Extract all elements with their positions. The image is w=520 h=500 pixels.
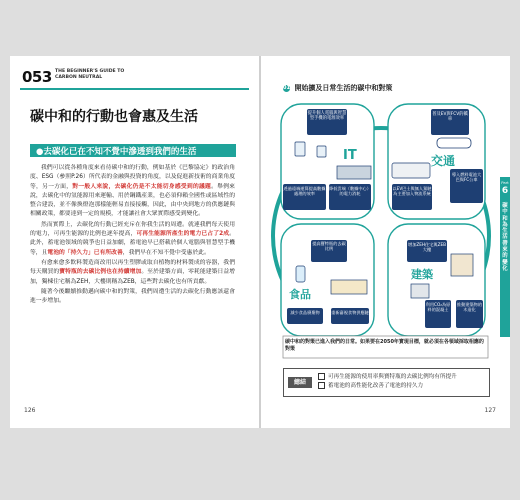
section-heading-bar: [30, 144, 236, 157]
store-icon: [331, 280, 367, 294]
body-run: 然而實際上，去碳化的行動已經充斥在你我生活的周遭。就連我們每天使用的電力，可再生能源的比例也逐年提高，: [30, 221, 235, 238]
body-run: ，我們早在不知不覺中受惠於此。: [122, 249, 210, 256]
right-page: [261, 56, 510, 428]
body-run: 有愈來愈多飲料製造商改用以再生塑膠或取自植物的材料製成的容器，我們每天購買的: [30, 259, 235, 276]
highlight-text: 對一般人來說，去碳化仍是不太能切身感受到的議題: [72, 183, 212, 190]
page-number-right: 127: [484, 407, 496, 414]
building-top-callout: 增加ZEH住宅與ZEB大樓: [408, 242, 446, 253]
bus-icon: [392, 163, 430, 178]
body-paragraph: [30, 164, 235, 220]
summary-item: 可再生能源的使用率與寶特瓶的去碳比例均有所提升: [318, 373, 457, 382]
summary-item: 蓄電池的高性能化改善了電池的持久力: [318, 382, 457, 391]
highlight-text: 電池的「持久力」已有所改善: [47, 249, 123, 256]
part-tab: [500, 177, 510, 337]
body-run: 。舉例來說，去碳化中的氫能源用來運輸、用於鋼鐵產業，也必須仰賴全國性或區域性的整合建設，並不像換燈泡那樣能輕易直接接觸，因此，由中央到地方的供應鏈與相關政策，都要達到一定的規模，才能讓社會大眾實際感受到變化。: [30, 183, 235, 218]
figure-title: 開始擴及日常生活的碳中和對策: [294, 84, 393, 92]
body-run: 。至於建築方面，零耗能建築日益增加，獨棟住宅稱為ZEH，大樓則稱為ZEB，這些對去碳化也有所貢獻。: [30, 269, 235, 285]
food-top-callout: 提高寶特瓶的去碳比例: [312, 241, 346, 252]
laptop-icon: [295, 142, 305, 156]
building-icon: [411, 284, 429, 298]
figure-number-badge: 01: [283, 84, 290, 91]
building-right-callout: 推動建築物的木造化: [456, 302, 483, 313]
transport-left-callout: 以EV巴士與無人駕駛為主要加入物流系統: [392, 186, 432, 197]
body-paragraph: [30, 221, 235, 258]
section-heading: ●去碳化已在不知不覺中滲透到我們的生活: [36, 147, 197, 157]
car-icon: [437, 138, 471, 148]
food-left-callout: 減少食品廢棄物: [290, 310, 320, 315]
category-food: 食品: [289, 288, 311, 301]
chapter-series: THE BEGINNER'S GUIDE TO CARBON NEUTRAL: [55, 69, 125, 80]
it-left-callout: 透過遠端運算提高數據處理的效率: [283, 186, 326, 197]
chapter-number: 053: [22, 68, 52, 86]
food-right-callout: 重新審視食物供應鏈: [331, 310, 369, 315]
body-paragraph: [30, 288, 235, 307]
body-paragraph: [30, 259, 235, 287]
summary-label: 總結: [288, 377, 312, 388]
highlight-text: 寶特瓶的去碳比例也在持續增加: [59, 269, 142, 276]
it-right-callout: 降低雲端（數據中心）的電力消耗: [329, 186, 371, 197]
body-run: 隨著今後繼續推動邁向碳中和的對策，我們周遭生活的去碳化行動應該還會進一步增加。: [30, 288, 235, 305]
transport-top-callout: 普及EV與FCV的轎車: [432, 112, 468, 123]
part-label: Part: [501, 180, 509, 185]
checkbox-icon: [318, 373, 325, 380]
summary-list: [318, 373, 457, 391]
figure-caption: 碳中和的對策已進入我們的日常。如果要在2050年實現目標，就必須在各領域採取相應的對策: [285, 339, 484, 352]
body-text: [30, 164, 235, 307]
body-run: 我們可以從各種角度來看待碳中和的行動，例如基於《巴黎協定》的政治角度、ESG（參照P.26）所代表的金融與投資的角度，以及促進新技術的商業角度等，另一方面，: [30, 165, 235, 190]
category-building: 建築: [411, 268, 433, 281]
data-center-icon: [337, 166, 371, 179]
category-transport: 交通: [431, 154, 456, 168]
body-run: 。此外，蓄電池領域的競爭也日益加劇，蓄電池早已搭載於個人電腦與智慧型手機等，且: [30, 231, 235, 256]
bottle-icon: [296, 266, 305, 282]
page-title: 碳中和的行動也會惠及生活: [30, 109, 198, 125]
house-icon: [451, 254, 473, 276]
category-it: IT: [343, 148, 357, 163]
part-number: 6: [501, 186, 509, 196]
highlight-text: 可再生能源所產生的電力已占了2成: [136, 231, 230, 238]
page-number-left: 126: [24, 407, 36, 414]
summary-box: [283, 368, 490, 397]
transport-right-callout: 導入燃料電池大巴與FC公車: [451, 172, 482, 183]
part-title: 碳中和為生活帶來的變化: [502, 203, 508, 272]
header-rule: [20, 88, 249, 90]
building-left-callout: 利用CO₂為原料的混凝土: [425, 302, 451, 313]
checkbox-icon: [318, 382, 325, 389]
phone-icon: [317, 146, 326, 157]
it-top-callout: 提升個人電腦與智慧型手機的電源效率: [307, 111, 347, 122]
left-page: [10, 56, 259, 428]
